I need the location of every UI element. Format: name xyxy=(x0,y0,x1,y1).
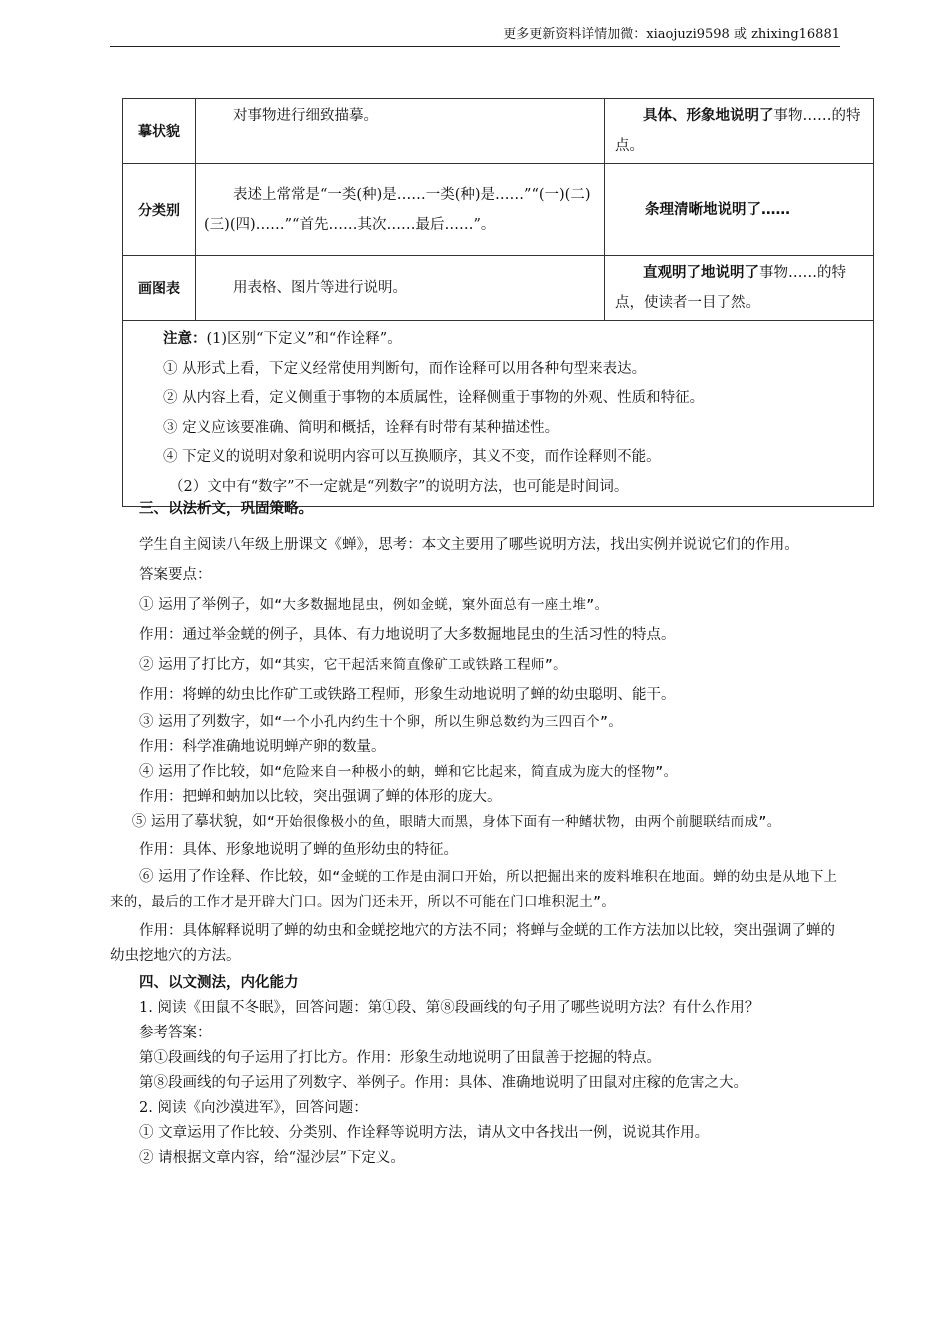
method-effect: 条理清晰地说明了…… xyxy=(605,164,874,256)
method-effect: 直观明了地说明了事物……的特点，使读者一目了然。 xyxy=(605,256,874,321)
method-name: 画图表 xyxy=(123,256,196,321)
answer-item: ④ 运用了作比较，如“危险来自一种极小的蚋，蝉和它比起来，简直成为庞大的怪物”。 xyxy=(139,764,678,780)
answer-item: ② 运用了打比方，如“其实，它干起活来简直像矿工或铁路工程师”。 xyxy=(139,657,567,673)
method-desc: 用表格、图片等进行说明。 xyxy=(196,256,605,321)
page-header xyxy=(110,24,840,47)
table-row xyxy=(123,99,874,164)
answer-effect: 作用：科学准确地说明蝉产卵的数量。 xyxy=(139,739,386,755)
answer-effect: 作用：将蝉的幼虫比作矿工或铁路工程师，形象生动地说明了蝉的幼虫聪明、能干。 xyxy=(139,687,676,703)
answer-text: 第①段画线的句子运用了打比方。作用：形象生动地说明了田鼠善于挖掘的特点。 xyxy=(139,1050,661,1066)
note-point: ② 从内容上看，定义侧重于事物的本质属性，诠释侧重于事物的外观、性质和特征。 xyxy=(163,390,705,406)
answer-effect: 作用：具体、形象地说明了蝉的鱼形幼虫的特征。 xyxy=(139,842,458,858)
answer-effect: 作用：具体解释说明了蝉的幼虫和金蜣挖地穴的方法不同；将蝉与金蜣的工作方法加以比较，突出强调了蝉的幼虫挖地穴的方法。 xyxy=(110,923,835,964)
main-body xyxy=(110,494,845,1171)
answer-item: ⑤ 运用了摹状貌，如“开始很像极小的鱼，眼睛大而黑，身体下面有一种鳍状物，由两个前腿联结而成”。 xyxy=(131,814,781,830)
reference-label: 参考答案： xyxy=(139,1025,212,1041)
note-label: 注意： xyxy=(163,331,207,347)
answer-effect: 作用：把蝉和蚋加以比较，突出强调了蝉的体形的庞大。 xyxy=(139,789,502,805)
answer-effect: 作用：通过举金蜣的例子，具体、有力地说明了大多数掘地昆虫的生活习性的特点。 xyxy=(139,627,676,643)
answer-label: 答案要点： xyxy=(139,567,212,583)
table-note-row xyxy=(123,321,874,507)
header-text: 更多更新资料详情加微：xiaojuzi9598 或 zhixing16881 xyxy=(503,27,840,42)
method-desc: 对事物进行细致描摹。 xyxy=(196,99,605,164)
question: 2. 阅读《向沙漠进军》，回答问题： xyxy=(139,1100,368,1116)
table-row xyxy=(123,256,874,321)
question: 1. 阅读《田鼠不冬眠》，回答问题：第①段、第⑧段画线的句子用了哪些说明方法？有什么作用？ xyxy=(139,1000,760,1016)
answer-item: ③ 运用了列数字，如“一个小孔内约生十个卵，所以生卵总数约为三四百个”。 xyxy=(139,714,623,730)
sub-question: ② 请根据文章内容，给“湿沙层”下定义。 xyxy=(139,1150,405,1166)
section-intro: 学生自主阅读八年级上册课文《蝉》，思考：本文主要用了哪些说明方法，找出实例并说说它们的作用。 xyxy=(139,537,799,553)
note-second: （2）文中有“数字”不一定就是“列数字”的说明方法，也可能是时间词。 xyxy=(169,478,629,495)
explanation-methods-table xyxy=(122,98,874,507)
note-point: ③ 定义应该要准确、简明和概括，诠释有时带有某种描述性。 xyxy=(163,419,560,436)
note-point: ④ 下定义的说明对象和说明内容可以互换顺序，其义不变，而作诠释则不能。 xyxy=(163,449,661,465)
sub-question: ① 文章运用了作比较、分类别、作诠释等说明方法，请从文中各找出一例，说说其作用。 xyxy=(139,1125,710,1141)
method-name: 摹状貌 xyxy=(123,99,196,164)
table-row xyxy=(123,164,874,256)
answer-item: ① 运用了举例子，如“大多数掘地昆虫，例如金蜣，窠外面总有一座土堆”。 xyxy=(139,597,609,613)
note-point: ① 从形式上看，下定义经常使用判断句，而作诠释可以用各种句型来表达。 xyxy=(163,360,647,377)
answer-item: ⑥ 运用了作诠释、作比较，如“金蜣的工作是由洞口开始，所以把掘出来的废料堆积在地面。蝉的幼虫是从地下上来的，最后的工作才是开辟大门口。因为门还未开，所以不可能在门口堆积泥土”。 xyxy=(110,869,838,910)
section-heading: 四、以文测法，内化能力 xyxy=(139,975,299,991)
section-heading: 三、以法析文，巩固策略。 xyxy=(139,501,313,517)
method-name: 分类别 xyxy=(123,164,196,256)
method-effect: 具体、形象地说明了事物……的特点。 xyxy=(605,99,874,164)
note-cell: 注意：(1)区别“下定义”和“作诠释”。 ① 从形式上看，下定义经常使用判断句，而作诠释可以用各种句型来表达。 ② 从内容上看，定义侧重于事物的本质属性，诠释侧重于事物的外观、性质和特征。 ③ 定义应该要准确、简明和概括，诠释有时带有某种描述性。 ④ 下定义的说明对象和说明内容可以互换顺序，其义不变，而作诠释则不能。 （2）文中有“数字”不一定就是“列数字”的说明方法，也可能是时间词。 xyxy=(123,321,874,507)
answer-text: 第⑧段画线的句子运用了列数字、举例子。作用：具体、准确地说明了田鼠对庄稼的危害之大。 xyxy=(139,1075,748,1091)
method-desc: 表述上常常是“一类(种)是……一类(种)是……”“(一)(二)(三)(四)……”“首先……其次……最后……”。 xyxy=(196,164,605,256)
